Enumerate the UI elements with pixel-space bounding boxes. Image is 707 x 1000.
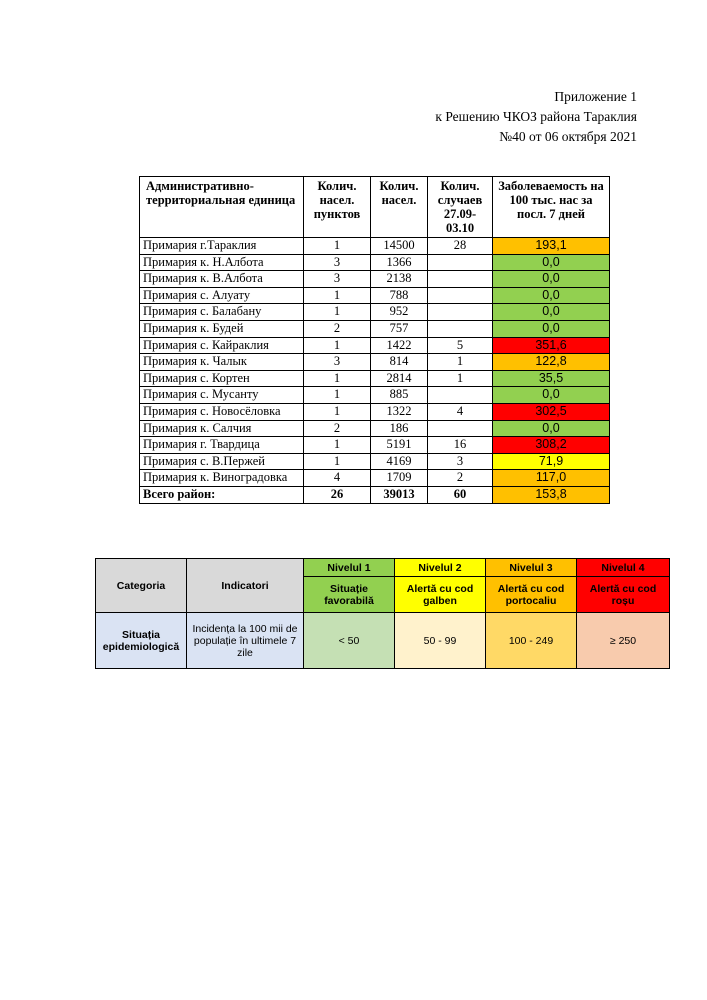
- header-rate: Заболеваемость на 100 тыс. нас за посл. 7 дней: [493, 177, 610, 238]
- cell-unit: Примария г. Твардица: [140, 437, 304, 454]
- table-row: [140, 437, 610, 454]
- cell-population: 814: [371, 354, 428, 371]
- cell-population: 5191: [371, 437, 428, 454]
- cell-settlements: 1: [304, 304, 371, 321]
- cell-population: 1709: [371, 470, 428, 487]
- cell-cases: [428, 271, 493, 288]
- table-row: [140, 420, 610, 437]
- cell-cases: 3: [428, 453, 493, 470]
- table-row: [140, 238, 610, 255]
- header-settlements: Колич. насел. пунктов: [304, 177, 371, 238]
- cell-settlements: 26: [304, 486, 371, 503]
- cell-population: 1322: [371, 403, 428, 420]
- cell-settlements: 1: [304, 387, 371, 404]
- cell-rate: 153,8: [493, 486, 610, 503]
- legend-level-1-status: Situație favorabilă: [304, 577, 395, 613]
- cell-population: 885: [371, 387, 428, 404]
- cell-rate: 0,0: [493, 271, 610, 288]
- cell-population: 2138: [371, 271, 428, 288]
- cell-settlements: 1: [304, 370, 371, 387]
- legend-level-3-status: Alertă cu cod portocaliu: [486, 577, 577, 613]
- cell-settlements: 4: [304, 470, 371, 487]
- alert-level-legend: [95, 558, 670, 669]
- table-row: [140, 387, 610, 404]
- cell-unit: Примария с. Кортен: [140, 370, 304, 387]
- cell-rate: 308,2: [493, 437, 610, 454]
- cell-settlements: 1: [304, 337, 371, 354]
- cell-cases: [428, 387, 493, 404]
- cell-unit: Примария с. Алуату: [140, 287, 304, 304]
- cell-rate: 351,6: [493, 337, 610, 354]
- legend-level-1-name: Nivelul 1: [304, 559, 395, 577]
- cell-unit: Примария г.Тараклия: [140, 238, 304, 255]
- document-header: [435, 87, 637, 147]
- legend-level-2-name: Nivelul 2: [395, 559, 486, 577]
- legend-indicator-cell: Incidența la 100 mii de populație în ultimele 7 zile: [187, 613, 304, 669]
- cell-settlements: 1: [304, 453, 371, 470]
- incidence-table: [139, 176, 610, 504]
- cell-unit: Примария с. Новосёловка: [140, 403, 304, 420]
- cell-cases: 2: [428, 470, 493, 487]
- cell-population: 186: [371, 420, 428, 437]
- cell-rate: 0,0: [493, 304, 610, 321]
- cell-unit: Примария к. Виноградовка: [140, 470, 304, 487]
- legend-level-4-name: Nivelul 4: [577, 559, 670, 577]
- cell-unit: Примария к. Чалык: [140, 354, 304, 371]
- cell-cases: 1: [428, 354, 493, 371]
- table-row: [140, 304, 610, 321]
- cell-unit: Примария к. В.Албота: [140, 271, 304, 288]
- cell-population: 952: [371, 304, 428, 321]
- cell-rate: 0,0: [493, 320, 610, 337]
- table-row: [140, 254, 610, 271]
- legend-situatia-cell: Situația epidemiologică: [96, 613, 187, 669]
- cell-rate: 71,9: [493, 453, 610, 470]
- cell-rate: 0,0: [493, 287, 610, 304]
- table-row: [140, 470, 610, 487]
- legend-level-3-range: 100 - 249: [486, 613, 577, 669]
- legend-level-2-status: Alertă cu cod galben: [395, 577, 486, 613]
- table-row: [140, 320, 610, 337]
- cell-settlements: 1: [304, 287, 371, 304]
- cell-unit: Примария с. В.Пержей: [140, 453, 304, 470]
- cell-settlements: 3: [304, 271, 371, 288]
- cell-settlements: 2: [304, 320, 371, 337]
- cell-rate: 302,5: [493, 403, 610, 420]
- cell-settlements: 2: [304, 420, 371, 437]
- cell-rate: 117,0: [493, 470, 610, 487]
- cell-rate: 35,5: [493, 370, 610, 387]
- legend-indicatori-header: Indicatori: [187, 559, 304, 613]
- table-body: [140, 238, 610, 504]
- cell-unit: Примария к. Салчия: [140, 420, 304, 437]
- cell-population: 4169: [371, 453, 428, 470]
- cell-settlements: 1: [304, 437, 371, 454]
- cell-cases: [428, 320, 493, 337]
- cell-unit: Примария с. Кайраклия: [140, 337, 304, 354]
- decision-number-date: №40 от 06 октября 2021: [499, 129, 637, 144]
- cell-rate: 193,1: [493, 238, 610, 255]
- cell-cases: [428, 304, 493, 321]
- cell-rate: 0,0: [493, 387, 610, 404]
- legend-level-4-status: Alertă cu cod roșu: [577, 577, 670, 613]
- cell-unit: Примария к. Н.Албота: [140, 254, 304, 271]
- cell-cases: [428, 287, 493, 304]
- table-row: [140, 337, 610, 354]
- table-row: [140, 403, 610, 420]
- header-population: Колич. насел.: [371, 177, 428, 238]
- cell-population: 757: [371, 320, 428, 337]
- cell-unit: Примария с. Балабану: [140, 304, 304, 321]
- cell-population: 1366: [371, 254, 428, 271]
- cell-cases: 28: [428, 238, 493, 255]
- legend-level-3-name: Nivelul 3: [486, 559, 577, 577]
- cell-cases: 16: [428, 437, 493, 454]
- cell-population: 14500: [371, 238, 428, 255]
- cell-rate: 0,0: [493, 254, 610, 271]
- cell-cases: 4: [428, 403, 493, 420]
- table-header-row: [140, 177, 610, 238]
- cell-settlements: 1: [304, 238, 371, 255]
- table-total-row: [140, 486, 610, 503]
- legend-level-4-range: ≥ 250: [577, 613, 670, 669]
- table-row: [140, 287, 610, 304]
- table-row: [140, 453, 610, 470]
- cell-cases: [428, 254, 493, 271]
- cell-population: 788: [371, 287, 428, 304]
- cell-settlements: 3: [304, 254, 371, 271]
- cell-rate: 122,8: [493, 354, 610, 371]
- legend-level-1-range: < 50: [304, 613, 395, 669]
- cell-unit: Всего район:: [140, 486, 304, 503]
- cell-population: 39013: [371, 486, 428, 503]
- legend-categoria-header: Categoria: [96, 559, 187, 613]
- decision-reference: к Решению ЧКОЗ района Тараклия: [435, 109, 637, 124]
- legend-level-2-range: 50 - 99: [395, 613, 486, 669]
- table-row: [140, 370, 610, 387]
- cell-population: 2814: [371, 370, 428, 387]
- table-row: [140, 271, 610, 288]
- cell-unit: Примария к. Будей: [140, 320, 304, 337]
- cell-cases: 60: [428, 486, 493, 503]
- header-cases: Колич. случаев 27.09-03.10: [428, 177, 493, 238]
- appendix-title: Приложение 1: [554, 89, 637, 104]
- table-row: [140, 354, 610, 371]
- cell-cases: 5: [428, 337, 493, 354]
- cell-rate: 0,0: [493, 420, 610, 437]
- cell-unit: Примария с. Мусанту: [140, 387, 304, 404]
- header-unit: Административно-территориальная единица: [140, 177, 304, 238]
- cell-settlements: 3: [304, 354, 371, 371]
- cell-cases: 1: [428, 370, 493, 387]
- cell-cases: [428, 420, 493, 437]
- cell-population: 1422: [371, 337, 428, 354]
- cell-settlements: 1: [304, 403, 371, 420]
